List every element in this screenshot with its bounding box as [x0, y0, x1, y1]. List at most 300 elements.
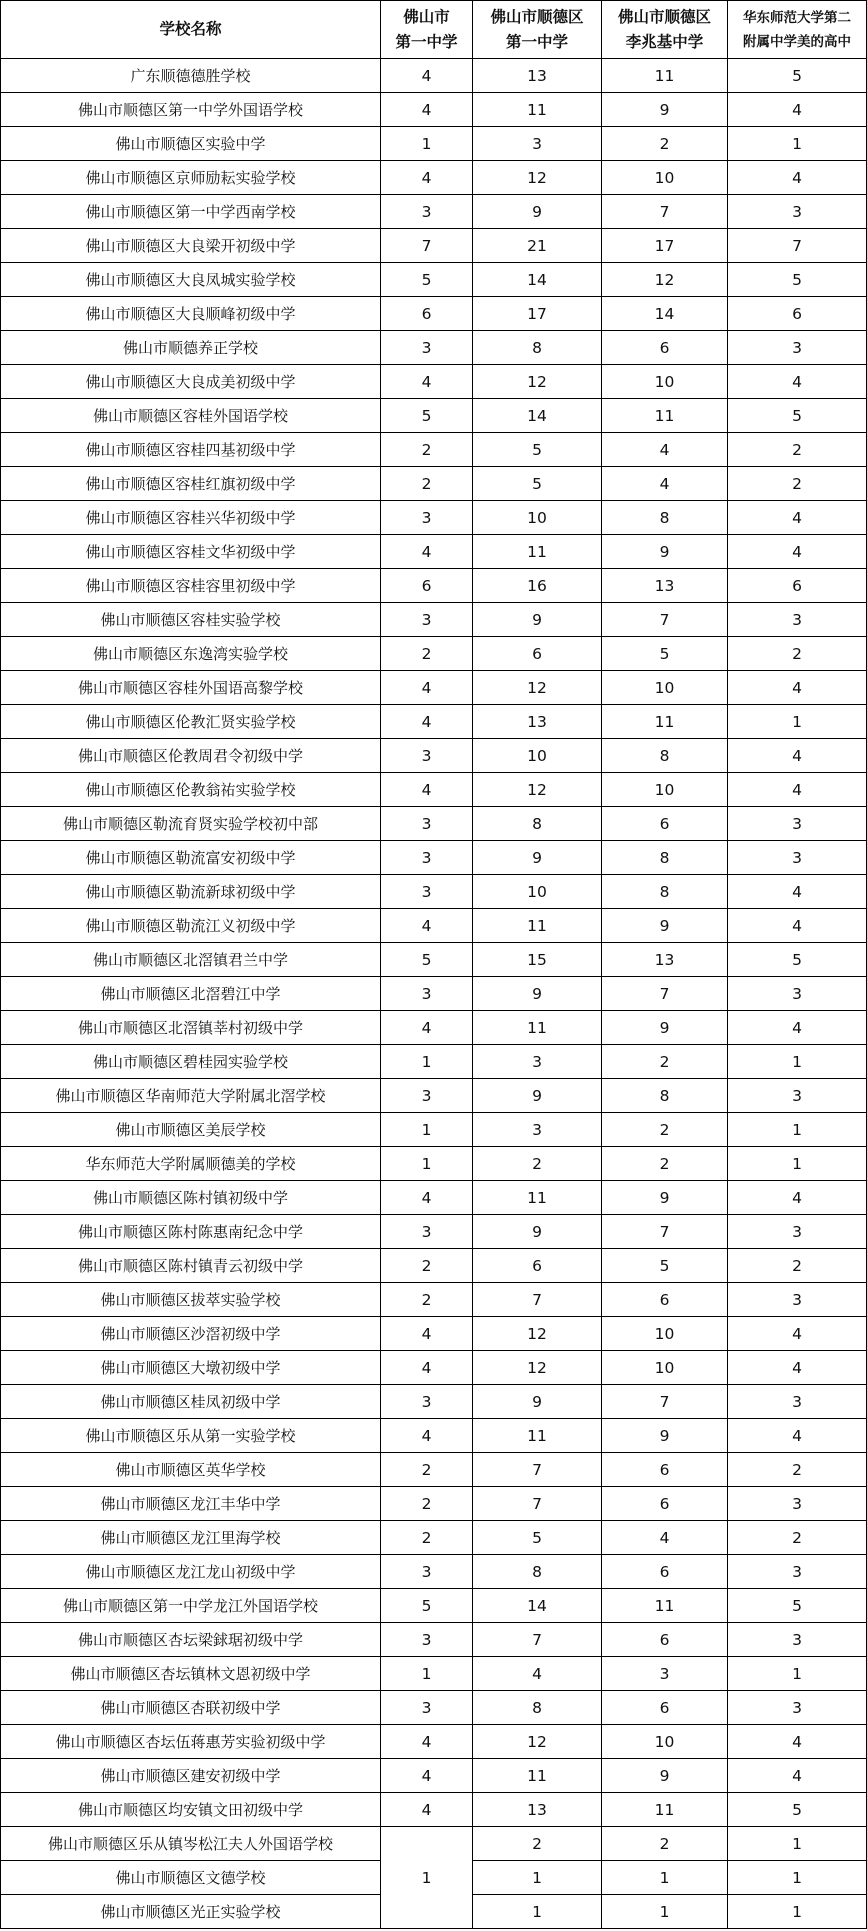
header-li-zhaoji: [602, 1, 728, 59]
school-name: 佛山市顺德区北滘镇君兰中学: [1, 943, 381, 977]
ecnu-midea-quota: 2: [728, 433, 867, 467]
school-name: 佛山市顺德区第一中学外国语学校: [1, 93, 381, 127]
school-name: 佛山市顺德区北滘镇莘村初级中学: [1, 1011, 381, 1045]
ecnu-midea-quota: 3: [728, 1283, 867, 1317]
li-zhaoji-quota: 17: [602, 229, 728, 263]
shunde-no1-quota: 4: [473, 1657, 602, 1691]
li-zhaoji-quota: 2: [602, 127, 728, 161]
li-zhaoji-quota: 2: [602, 1147, 728, 1181]
li-zhaoji-quota: 4: [602, 1521, 728, 1555]
shunde-no1-quota: 8: [473, 1691, 602, 1725]
shunde-no1-quota: 21: [473, 229, 602, 263]
school-name: 佛山市顺德区京师励耘实验学校: [1, 161, 381, 195]
school-name: 佛山市顺德区容桂四基初级中学: [1, 433, 381, 467]
foshan-no1-quota: 4: [381, 365, 473, 399]
foshan-no1-quota: 4: [381, 705, 473, 739]
school-name: 佛山市顺德区容桂兴华初级中学: [1, 501, 381, 535]
foshan-no1-quota: 4: [381, 1181, 473, 1215]
shunde-no1-quota: 11: [473, 909, 602, 943]
ecnu-midea-quota: 4: [728, 1725, 867, 1759]
foshan-no1-quota: 2: [381, 433, 473, 467]
ecnu-midea-quota: 4: [728, 909, 867, 943]
shunde-no1-quota: 10: [473, 739, 602, 773]
li-zhaoji-quota: 11: [602, 705, 728, 739]
ecnu-midea-quota: 3: [728, 1623, 867, 1657]
shunde-no1-quota: 11: [473, 93, 602, 127]
school-name: 佛山市顺德区容桂红旗初级中学: [1, 467, 381, 501]
foshan-no1-quota: 3: [381, 603, 473, 637]
table-row: [1, 127, 867, 161]
li-zhaoji-quota: 6: [602, 1623, 728, 1657]
table-row: [1, 535, 867, 569]
ecnu-midea-quota: 3: [728, 1487, 867, 1521]
school-name: 佛山市顺德区陈村镇初级中学: [1, 1181, 381, 1215]
li-zhaoji-quota: 2: [602, 1827, 728, 1861]
ecnu-midea-quota: 3: [728, 331, 867, 365]
table-header: [1, 1, 867, 59]
table-row: [1, 841, 867, 875]
shunde-no1-quota: 13: [473, 59, 602, 93]
foshan-no1-quota: 2: [381, 1249, 473, 1283]
school-name: 佛山市顺德区第一中学西南学校: [1, 195, 381, 229]
li-zhaoji-quota: 10: [602, 1351, 728, 1385]
table-row: [1, 1555, 867, 1589]
foshan-no1-quota: 2: [381, 1283, 473, 1317]
school-name: 佛山市顺德区大良成美初级中学: [1, 365, 381, 399]
foshan-no1-quota: 3: [381, 1555, 473, 1589]
table-row: [1, 229, 867, 263]
school-name: 佛山市顺德区英华学校: [1, 1453, 381, 1487]
shunde-no1-quota: 7: [473, 1623, 602, 1657]
table-row: [1, 1759, 867, 1793]
shunde-no1-quota: 12: [473, 161, 602, 195]
li-zhaoji-quota: 4: [602, 433, 728, 467]
table-row: [1, 1113, 867, 1147]
school-name: 佛山市顺德区大良凤城实验学校: [1, 263, 381, 297]
table-row: [1, 1011, 867, 1045]
foshan-no1-quota: 4: [381, 535, 473, 569]
li-zhaoji-quota: 7: [602, 1385, 728, 1419]
shunde-no1-quota: 10: [473, 501, 602, 535]
school-name: 佛山市顺德区杏坛镇林文恩初级中学: [1, 1657, 381, 1691]
table-row: [1, 331, 867, 365]
foshan-no1-quota: 3: [381, 1385, 473, 1419]
table-row: [1, 1453, 867, 1487]
li-zhaoji-quota: 11: [602, 399, 728, 433]
foshan-no1-quota: 5: [381, 1589, 473, 1623]
ecnu-midea-quota: 4: [728, 161, 867, 195]
foshan-no1-quota: 4: [381, 1725, 473, 1759]
school-name: 佛山市顺德区勒流新球初级中学: [1, 875, 381, 909]
school-name: 佛山市顺德区杏坛伍蒋惠芳实验初级中学: [1, 1725, 381, 1759]
table-row: [1, 59, 867, 93]
foshan-no1-quota: 4: [381, 1419, 473, 1453]
shunde-no1-quota: 3: [473, 1113, 602, 1147]
li-zhaoji-quota: 5: [602, 1249, 728, 1283]
shunde-no1-quota: 9: [473, 1385, 602, 1419]
foshan-no1-quota: 4: [381, 1317, 473, 1351]
li-zhaoji-quota: 13: [602, 943, 728, 977]
table-row: [1, 1283, 867, 1317]
li-zhaoji-quota: 3: [602, 1657, 728, 1691]
school-name: 佛山市顺德区容桂容里初级中学: [1, 569, 381, 603]
ecnu-midea-quota: 3: [728, 1691, 867, 1725]
school-name: 佛山市顺德区沙滘初级中学: [1, 1317, 381, 1351]
li-zhaoji-quota: 2: [602, 1045, 728, 1079]
ecnu-midea-quota: 1: [728, 1861, 867, 1895]
ecnu-midea-quota: 3: [728, 1555, 867, 1589]
li-zhaoji-quota: 7: [602, 1215, 728, 1249]
ecnu-midea-quota: 2: [728, 637, 867, 671]
table-row: [1, 943, 867, 977]
shunde-no1-quota: 12: [473, 1351, 602, 1385]
table-row: [1, 1793, 867, 1827]
foshan-no1-quota: 1: [381, 1113, 473, 1147]
li-zhaoji-quota: 13: [602, 569, 728, 603]
foshan-no1-quota: 6: [381, 569, 473, 603]
table-row: [1, 1623, 867, 1657]
shunde-no1-quota: 12: [473, 671, 602, 705]
ecnu-midea-quota: 2: [728, 1453, 867, 1487]
foshan-no1-quota: 3: [381, 1215, 473, 1249]
table-row: [1, 637, 867, 671]
foshan-no1-quota: 3: [381, 1623, 473, 1657]
table-row: [1, 1181, 867, 1215]
foshan-no1-quota: 3: [381, 1691, 473, 1725]
school-name: 佛山市顺德区陈村陈惠南纪念中学: [1, 1215, 381, 1249]
foshan-no1-quota: 3: [381, 807, 473, 841]
shunde-no1-quota: 3: [473, 1045, 602, 1079]
li-zhaoji-quota: 6: [602, 1283, 728, 1317]
ecnu-midea-quota: 3: [728, 603, 867, 637]
table-row: [1, 1827, 867, 1861]
school-name: 佛山市顺德区龙江龙山初级中学: [1, 1555, 381, 1589]
li-zhaoji-quota: 9: [602, 909, 728, 943]
school-name: 佛山市顺德区勒流富安初级中学: [1, 841, 381, 875]
shunde-no1-quota: 15: [473, 943, 602, 977]
foshan-no1-quota: 3: [381, 977, 473, 1011]
li-zhaoji-quota: 4: [602, 467, 728, 501]
ecnu-midea-quota: 4: [728, 93, 867, 127]
ecnu-midea-quota: 5: [728, 943, 867, 977]
ecnu-midea-quota: 7: [728, 229, 867, 263]
shunde-no1-quota: 9: [473, 603, 602, 637]
foshan-no1-quota: 4: [381, 59, 473, 93]
ecnu-midea-quota: 1: [728, 1827, 867, 1861]
table-row: [1, 467, 867, 501]
table-row: [1, 909, 867, 943]
li-zhaoji-quota: 7: [602, 195, 728, 229]
shunde-no1-quota: 2: [473, 1827, 602, 1861]
li-zhaoji-quota: 6: [602, 807, 728, 841]
ecnu-midea-quota: 3: [728, 977, 867, 1011]
li-zhaoji-quota: 11: [602, 1589, 728, 1623]
foshan-no1-quota: 2: [381, 637, 473, 671]
li-zhaoji-quota: 10: [602, 365, 728, 399]
shunde-no1-quota: 11: [473, 1181, 602, 1215]
foshan-no1-quota: 2: [381, 1521, 473, 1555]
table-row: [1, 1725, 867, 1759]
shunde-no1-quota: 8: [473, 807, 602, 841]
foshan-no1-quota: 4: [381, 671, 473, 705]
shunde-no1-quota: 9: [473, 1079, 602, 1113]
shunde-no1-quota: 8: [473, 1555, 602, 1589]
table-row: [1, 365, 867, 399]
shunde-no1-quota: 10: [473, 875, 602, 909]
table-row: [1, 297, 867, 331]
li-zhaoji-quota: 6: [602, 1487, 728, 1521]
foshan-no1-quota: 1: [381, 1147, 473, 1181]
shunde-no1-quota: 11: [473, 535, 602, 569]
header-line: 第一中学: [395, 32, 458, 51]
header-line: 李兆基中学: [625, 32, 704, 51]
school-name: 华东师范大学附属顺德美的学校: [1, 1147, 381, 1181]
foshan-no1-quota: 3: [381, 331, 473, 365]
foshan-no1-quota: 4: [381, 1793, 473, 1827]
li-zhaoji-quota: 14: [602, 297, 728, 331]
li-zhaoji-quota: 8: [602, 501, 728, 535]
table-row: [1, 977, 867, 1011]
li-zhaoji-quota: 9: [602, 535, 728, 569]
ecnu-midea-quota: 5: [728, 1793, 867, 1827]
table-row: [1, 1657, 867, 1691]
foshan-no1-quota: 3: [381, 1079, 473, 1113]
ecnu-midea-quota: 2: [728, 467, 867, 501]
table-body: [1, 59, 867, 1929]
table-row: [1, 433, 867, 467]
school-name: 佛山市顺德区容桂外国语学校: [1, 399, 381, 433]
ecnu-midea-quota: 4: [728, 365, 867, 399]
shunde-no1-quota: 14: [473, 1589, 602, 1623]
table-row: [1, 1351, 867, 1385]
ecnu-midea-quota: 4: [728, 773, 867, 807]
table-row: [1, 1691, 867, 1725]
shunde-no1-quota: 5: [473, 1521, 602, 1555]
foshan-no1-quota: 4: [381, 1351, 473, 1385]
li-zhaoji-quota: 10: [602, 773, 728, 807]
table-row: [1, 739, 867, 773]
li-zhaoji-quota: 2: [602, 1113, 728, 1147]
header-row: [1, 1, 867, 59]
ecnu-midea-quota: 4: [728, 1759, 867, 1793]
table-row: [1, 875, 867, 909]
shunde-no1-quota: 8: [473, 331, 602, 365]
table-row: [1, 1317, 867, 1351]
table-row: [1, 1487, 867, 1521]
foshan-no1-quota: 4: [381, 1011, 473, 1045]
school-name: 佛山市顺德区容桂外国语高黎学校: [1, 671, 381, 705]
table-row: [1, 399, 867, 433]
ecnu-midea-quota: 6: [728, 569, 867, 603]
ecnu-midea-quota: 1: [728, 1657, 867, 1691]
li-zhaoji-quota: 5: [602, 637, 728, 671]
shunde-no1-quota: 13: [473, 705, 602, 739]
li-zhaoji-quota: 8: [602, 739, 728, 773]
ecnu-midea-quota: 3: [728, 1079, 867, 1113]
ecnu-midea-quota: 3: [728, 841, 867, 875]
ecnu-midea-quota: 4: [728, 1351, 867, 1385]
school-name: 佛山市顺德区龙江里海学校: [1, 1521, 381, 1555]
school-name: 佛山市顺德区建安初级中学: [1, 1759, 381, 1793]
table-row: [1, 501, 867, 535]
table-row: [1, 1147, 867, 1181]
ecnu-midea-quota: 2: [728, 1249, 867, 1283]
li-zhaoji-quota: 9: [602, 1419, 728, 1453]
shunde-no1-quota: 2: [473, 1147, 602, 1181]
li-zhaoji-quota: 11: [602, 1793, 728, 1827]
foshan-no1-quota: 4: [381, 909, 473, 943]
shunde-no1-quota: 14: [473, 263, 602, 297]
header-foshan-no1: [381, 1, 473, 59]
li-zhaoji-quota: 6: [602, 1691, 728, 1725]
foshan-no1-quota: 2: [381, 1487, 473, 1521]
foshan-no1-quota: 1: [381, 1657, 473, 1691]
li-zhaoji-quota: 7: [602, 977, 728, 1011]
foshan-no1-quota: 5: [381, 399, 473, 433]
school-name: 佛山市顺德区杏联初级中学: [1, 1691, 381, 1725]
shunde-no1-quota: 6: [473, 637, 602, 671]
table-row: [1, 1249, 867, 1283]
shunde-no1-quota: 3: [473, 127, 602, 161]
table-row: [1, 1215, 867, 1249]
header-line: 第一中学: [505, 32, 568, 51]
ecnu-midea-quota: 3: [728, 1385, 867, 1419]
shunde-no1-quota: 1: [473, 1895, 602, 1929]
table-row: [1, 705, 867, 739]
school-name: 佛山市顺德区容桂文华初级中学: [1, 535, 381, 569]
shunde-no1-quota: 9: [473, 1215, 602, 1249]
foshan-no1-quota: 7: [381, 229, 473, 263]
ecnu-midea-quota: 3: [728, 195, 867, 229]
ecnu-midea-quota: 4: [728, 1181, 867, 1215]
ecnu-midea-quota: 5: [728, 59, 867, 93]
li-zhaoji-quota: 10: [602, 1317, 728, 1351]
li-zhaoji-quota: 9: [602, 1011, 728, 1045]
ecnu-midea-quota: 4: [728, 501, 867, 535]
li-zhaoji-quota: 9: [602, 93, 728, 127]
ecnu-midea-quota: 4: [728, 1011, 867, 1045]
li-zhaoji-quota: 12: [602, 263, 728, 297]
header-line: 华东师范大学第二: [743, 9, 851, 26]
table-row: [1, 1045, 867, 1079]
school-name: 佛山市顺德区大墩初级中学: [1, 1351, 381, 1385]
header-line: 学校名称: [159, 20, 222, 38]
foshan-no1-quota: 2: [381, 1453, 473, 1487]
school-name: 佛山市顺德区杏坛梁銶琚初级中学: [1, 1623, 381, 1657]
table-row: [1, 603, 867, 637]
table-row: [1, 773, 867, 807]
school-name: 佛山市顺德区伦教汇贤实验学校: [1, 705, 381, 739]
ecnu-midea-quota: 5: [728, 263, 867, 297]
shunde-no1-quota: 1: [473, 1861, 602, 1895]
school-name: 佛山市顺德区勒流江义初级中学: [1, 909, 381, 943]
school-name: 佛山市顺德区桂凤初级中学: [1, 1385, 381, 1419]
table-row: [1, 263, 867, 297]
ecnu-midea-quota: 1: [728, 1147, 867, 1181]
shunde-no1-quota: 9: [473, 841, 602, 875]
li-zhaoji-quota: 10: [602, 1725, 728, 1759]
school-name: 佛山市顺德区勒流育贤实验学校初中部: [1, 807, 381, 841]
li-zhaoji-quota: 7: [602, 603, 728, 637]
li-zhaoji-quota: 10: [602, 671, 728, 705]
shunde-no1-quota: 12: [473, 1725, 602, 1759]
li-zhaoji-quota: 6: [602, 331, 728, 365]
shunde-no1-quota: 14: [473, 399, 602, 433]
school-name: 佛山市顺德区大良顺峰初级中学: [1, 297, 381, 331]
shunde-no1-quota: 12: [473, 773, 602, 807]
header-line: 佛山市顺德区: [490, 7, 584, 26]
ecnu-midea-quota: 1: [728, 1113, 867, 1147]
foshan-no1-quota: 4: [381, 773, 473, 807]
school-name: 佛山市顺德区第一中学龙江外国语学校: [1, 1589, 381, 1623]
li-zhaoji-quota: 11: [602, 59, 728, 93]
foshan-no1-quota: 1: [381, 1045, 473, 1079]
header-school-name: [1, 1, 381, 59]
shunde-no1-quota: 9: [473, 977, 602, 1011]
ecnu-midea-quota: 4: [728, 1317, 867, 1351]
shunde-no1-quota: 17: [473, 297, 602, 331]
foshan-no1-quota: 5: [381, 943, 473, 977]
school-name: 佛山市顺德区碧桂园实验学校: [1, 1045, 381, 1079]
li-zhaoji-quota: 8: [602, 1079, 728, 1113]
school-name: 佛山市顺德区均安镇文田初级中学: [1, 1793, 381, 1827]
school-name: 佛山市顺德区乐从镇岑松江夫人外国语学校: [1, 1827, 381, 1861]
foshan-no1-quota: 4: [381, 93, 473, 127]
li-zhaoji-quota: 9: [602, 1181, 728, 1215]
ecnu-midea-quota: 3: [728, 1215, 867, 1249]
header-shunde-no1: [473, 1, 602, 59]
ecnu-midea-quota: 6: [728, 297, 867, 331]
shunde-no1-quota: 13: [473, 1793, 602, 1827]
ecnu-midea-quota: 4: [728, 1419, 867, 1453]
school-name: 佛山市顺德区光正实验学校: [1, 1895, 381, 1929]
table-row: [1, 161, 867, 195]
table-row: [1, 195, 867, 229]
foshan-no1-quota: 6: [381, 297, 473, 331]
school-name: 佛山市顺德区美辰学校: [1, 1113, 381, 1147]
shunde-no1-quota: 7: [473, 1283, 602, 1317]
ecnu-midea-quota: 5: [728, 1589, 867, 1623]
table-row: [1, 1589, 867, 1623]
foshan-no1-quota: 3: [381, 739, 473, 773]
ecnu-midea-quota: 1: [728, 705, 867, 739]
li-zhaoji-quota: 8: [602, 875, 728, 909]
shunde-no1-quota: 12: [473, 1317, 602, 1351]
ecnu-midea-quota: 2: [728, 1521, 867, 1555]
foshan-no1-quota: 4: [381, 1759, 473, 1793]
header-line: 附属中学美的高中: [743, 33, 851, 50]
li-zhaoji-quota: 10: [602, 161, 728, 195]
li-zhaoji-quota: 6: [602, 1555, 728, 1589]
school-name: 佛山市顺德区北滘碧江中学: [1, 977, 381, 1011]
shunde-no1-quota: 5: [473, 467, 602, 501]
shunde-no1-quota: 12: [473, 365, 602, 399]
shunde-no1-quota: 9: [473, 195, 602, 229]
ecnu-midea-quota: 1: [728, 127, 867, 161]
table-row: [1, 1079, 867, 1113]
foshan-no1-quota: 4: [381, 161, 473, 195]
shunde-no1-quota: 7: [473, 1487, 602, 1521]
school-name: 佛山市顺德区拔萃实验学校: [1, 1283, 381, 1317]
table-row: [1, 569, 867, 603]
ecnu-midea-quota: 4: [728, 671, 867, 705]
table-row: [1, 671, 867, 705]
foshan-no1-quota: 5: [381, 263, 473, 297]
ecnu-midea-quota: 3: [728, 807, 867, 841]
shunde-no1-quota: 11: [473, 1759, 602, 1793]
li-zhaoji-quota: 6: [602, 1453, 728, 1487]
li-zhaoji-quota: 8: [602, 841, 728, 875]
